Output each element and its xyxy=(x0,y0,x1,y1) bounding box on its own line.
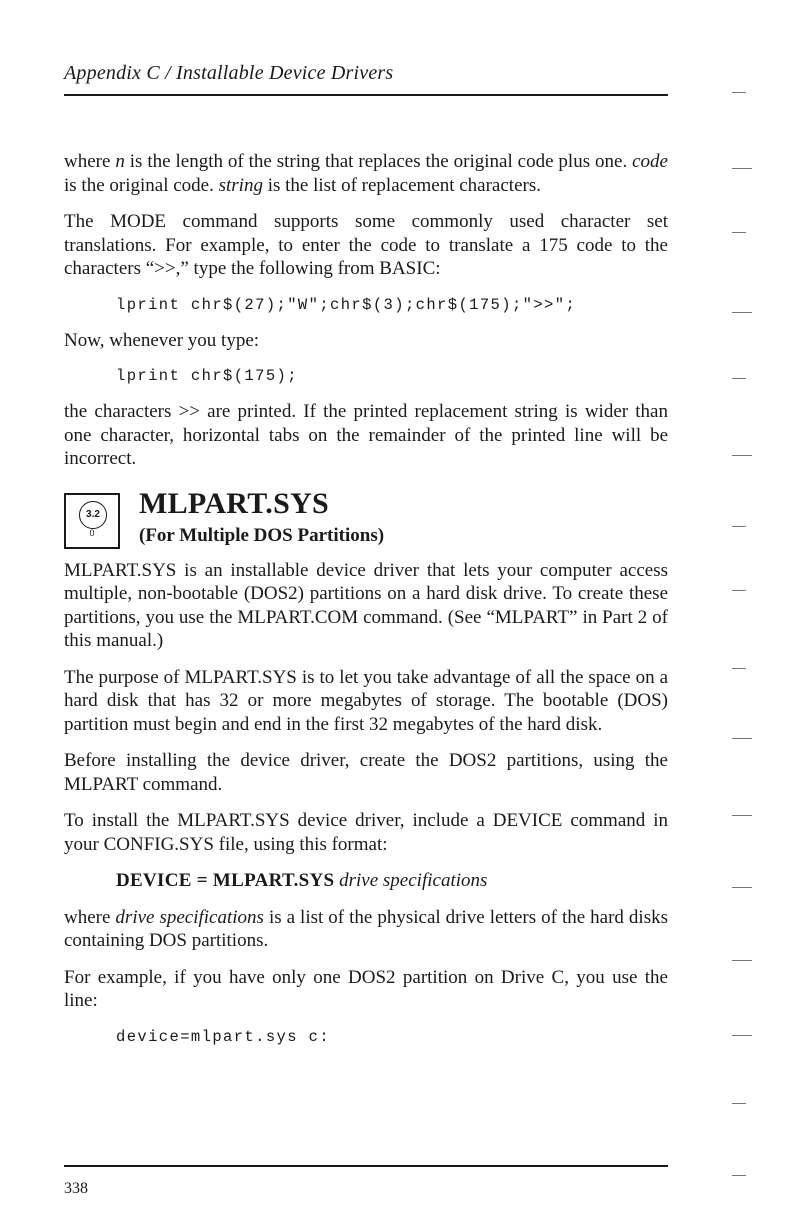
version-badge-icon xyxy=(64,493,120,549)
italic-term: string xyxy=(218,174,263,196)
margin-mark xyxy=(732,590,746,591)
italic-term: n xyxy=(115,151,125,172)
text-run: is a list of the physical drive letters of the hard disks containing DOS partitions. xyxy=(64,906,668,951)
margin-mark xyxy=(732,92,746,93)
margin-mark xyxy=(732,168,752,169)
paragraph-to-install: To install the MLPART.SYS device driver, include a DEVICE command in your CONFIG.SYS file, using this format: xyxy=(64,810,668,855)
text-run: where xyxy=(64,906,116,928)
paragraph-example-line: For example, if you have only one DOS2 partition on Drive C, you use the line: xyxy=(64,966,668,1011)
code-block-device-line xyxy=(116,1026,668,1048)
paragraph-drive-specifications xyxy=(64,906,668,953)
margin-mark xyxy=(732,378,746,379)
margin-mark xyxy=(732,1103,746,1104)
syntax-keyword: DEVICE = MLPART.SYS xyxy=(116,870,335,891)
margin-mark xyxy=(732,1175,746,1176)
version-badge-circle: 3.2 xyxy=(79,501,107,529)
code-line: device=mlpart.sys c: xyxy=(116,1027,331,1046)
section-subtitle: (For Multiple DOS Partitions) xyxy=(139,524,385,546)
paragraph-mode-translations: The MODE command supports some commonly used character set translations. For example, to enter the code to translate a 175 code to the characters “>>,” type the following from BASIC: xyxy=(64,211,668,279)
margin-mark xyxy=(732,1035,752,1036)
running-head: Appendix C / Installable Device Drivers xyxy=(64,62,394,84)
footer-rule xyxy=(64,1165,668,1167)
margin-mark xyxy=(732,960,752,961)
paragraph-characters-printed: the characters >> are printed. If the printed replacement string is wider than one character, horizontal tabs on the remainder of the printed line will be incorrect. xyxy=(64,401,668,469)
binding-margin-marks xyxy=(728,0,768,1229)
code-block-lprint-translation xyxy=(116,294,668,316)
text-run: is the list of replacement characters. xyxy=(262,174,541,196)
text-run: is the original code. xyxy=(64,174,219,196)
syntax-line xyxy=(116,869,668,893)
paragraph-length-explanation xyxy=(64,150,668,197)
page-body xyxy=(64,150,668,1061)
code-line: lprint chr$(175); xyxy=(116,367,298,385)
margin-mark xyxy=(732,668,746,669)
margin-mark xyxy=(732,815,752,816)
section-title: MLPART.SYS xyxy=(139,486,330,520)
version-badge-sub: 0 xyxy=(89,528,95,538)
italic-term: code xyxy=(632,151,668,172)
header-rule xyxy=(64,94,668,96)
paragraph-mlpart-purpose: The purpose of MLPART.SYS is to let you take advantage of all the space on a hard disk that has 32 or more megabytes of storage. The bootable (DOS) partition must begin and end in the first 32 megabytes of the hard disk. xyxy=(64,666,668,735)
code-line: lprint chr$(27);"W";chr$(3);chr$(175);">>"; xyxy=(116,295,577,314)
paragraph-now-type: Now, whenever you type: xyxy=(64,329,260,351)
paragraph-mlpart-intro: MLPART.SYS is an installable device driver that lets your computer access multiple, non-bootable (DOS2) partitions on a hard disk drive. To create these partitions, you use the MLPART.COM command. (See “MLPART” in Part 2 of this manual.) xyxy=(64,559,668,651)
margin-mark xyxy=(732,455,752,456)
italic-term: drive specifications xyxy=(115,906,264,928)
margin-mark xyxy=(732,526,746,527)
syntax-parameter: drive specifications xyxy=(339,870,488,891)
margin-mark xyxy=(732,738,752,739)
text-run: is the length of the string that replaces the original code plus one. xyxy=(124,151,633,172)
margin-mark xyxy=(732,887,752,888)
page-number: 338 xyxy=(64,1180,88,1197)
margin-mark xyxy=(732,312,752,313)
section-heading xyxy=(64,486,668,553)
text-run: where xyxy=(64,151,116,172)
margin-mark xyxy=(732,232,746,233)
code-block-lprint-175 xyxy=(116,365,668,387)
paragraph-before-installing: Before installing the device driver, create the DOS2 partitions, using the MLPART command. xyxy=(64,750,668,795)
